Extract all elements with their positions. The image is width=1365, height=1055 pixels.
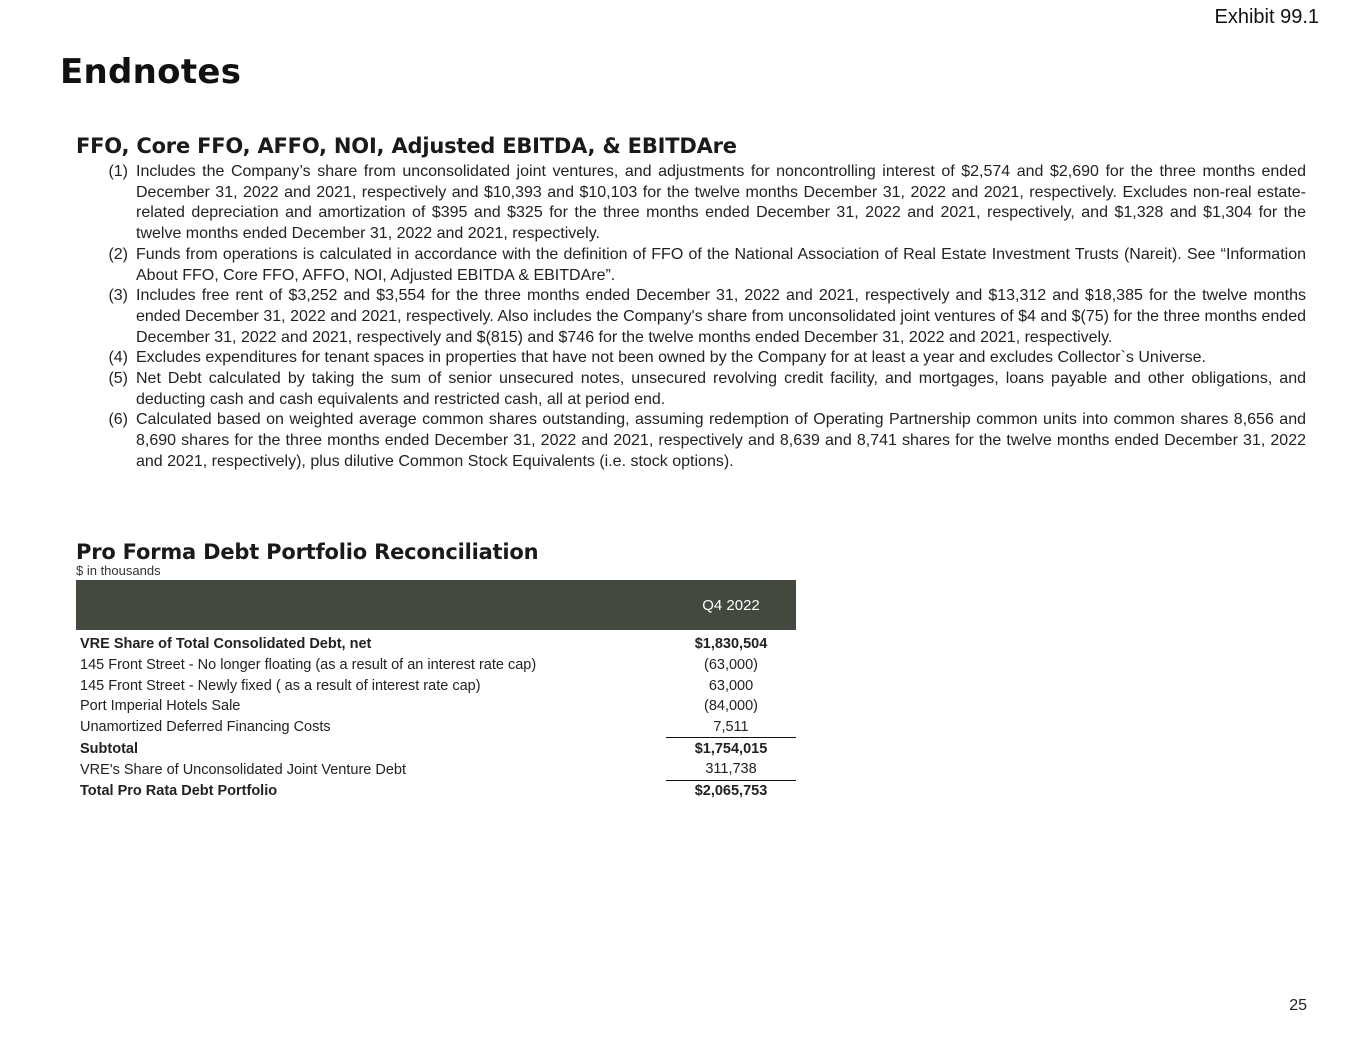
row-label: Unamortized Deferred Financing Costs: [80, 719, 331, 736]
endnote-item: [76, 369, 1306, 410]
page-number: 25: [1289, 997, 1307, 1014]
row-label: VRE's Share of Unconsolidated Joint Venture Debt: [80, 761, 406, 778]
endnote-number: (4): [108, 349, 128, 367]
table-row: [76, 675, 796, 696]
subtotal-row: [76, 738, 796, 759]
table-header-blank: [76, 580, 666, 630]
endnote-number: (1): [108, 163, 128, 180]
endnote-item: [76, 410, 1306, 472]
page-title: Endnotes: [60, 52, 242, 92]
endnote-item: [76, 245, 1306, 286]
row-label: VRE Share of Total Consolidated Debt, net: [80, 636, 372, 653]
debt-reconciliation-section: [76, 540, 796, 802]
endnote-number: (3): [108, 287, 128, 305]
row-label: 145 Front Street - No longer floating (as a result of an interest rate cap): [80, 657, 537, 674]
row-value: (84,000): [703, 698, 758, 715]
ffo-section-heading: FFO, Core FFO, AFFO, NOI, Adjusted EBITDA, & EBITDAre: [76, 134, 737, 158]
row-value: $1,830,504: [694, 636, 768, 653]
row-value: 63,000: [708, 677, 754, 694]
endnotes-list: [76, 162, 1306, 473]
endnote-number: (2): [108, 245, 128, 263]
endnote-text: Includes free rent of $3,252 and $3,554 for the three months ended December 31, 2022 and 2021, respectively and $13,312 and $18,385 for the twelve months ended December 31, 2022 and 2021, respectively. Also includes the Company's share from unconsolidated joint ventures of $4 and $(75) for the three months ended December 31, 2022 and 2021, respectively and $(815) and $746 for the twelve months ended December 31, 2022 and 2021, respectively.: [136, 287, 1306, 346]
row-label: Port Imperial Hotels Sale: [80, 698, 241, 715]
endnote-text: Net Debt calculated by taking the sum of senior unsecured notes, unsecured revolving credit facility, and mortgages, loans payable and other obligations, and deducting cash and cash equivalents and restricted cash, all at period end.: [136, 370, 1306, 408]
endnote-number: (5): [108, 370, 128, 388]
table-row: [76, 696, 796, 717]
debt-section-heading: Pro Forma Debt Portfolio Reconciliation: [76, 540, 539, 564]
table-row: [76, 717, 796, 738]
total-row: [76, 780, 796, 801]
row-label: Total Pro Rata Debt Portfolio: [80, 782, 278, 799]
endnote-item: [76, 162, 1306, 245]
row-value: (63,000): [703, 657, 758, 674]
table-row: [76, 630, 796, 655]
table-row: [76, 655, 796, 676]
row-label: 145 Front Street - Newly fixed ( as a result of interest rate cap): [80, 677, 481, 694]
endnote-number: (6): [108, 411, 128, 429]
endnote-text: Funds from operations is calculated in accordance with the definition of FFO of the National Association of Real Estate Investment Trusts (Nareit). See “Information About FFO, Core FFO, AFFO, NOI, Adjusted EBITDA & EBITDAre”.: [136, 245, 1306, 284]
column-header-q4-2022: Q4 2022: [666, 580, 796, 630]
row-label: Subtotal: [80, 740, 138, 757]
row-value: 7,511: [713, 719, 749, 736]
endnote-item: [76, 286, 1306, 348]
row-value: $1,754,015: [666, 738, 796, 759]
table-row: [76, 759, 796, 780]
endnote-text: Excludes expenditures for tenant spaces in properties that have not been owned by the Company for at least a year and excludes Collector`s Universe.: [136, 349, 1206, 367]
endnote-text: Includes the Company’s share from unconsolidated joint ventures, and adjustments for noncontrolling interest of $2,574 and $2,690 for the three months ended December 31, 2022 and 2021, respectively and $10,393 and $10,103 for the twelve months December 31, 2022 and 2021, respectively. Excludes non-real estate-related depreciation and amortization of $395 and $325 for the three months ended December 31, 2022 and 2021, respectively, and $1,328 and $1,304 for the twelve months ended December 31, 2022 and 2021, respectively.: [136, 163, 1306, 243]
debt-reconciliation-table: [76, 580, 796, 802]
units-note: $ in thousands: [76, 563, 161, 578]
row-value: $2,065,753: [666, 780, 796, 801]
row-value: 311,738: [705, 761, 757, 778]
endnote-item: [76, 348, 1306, 369]
endnote-text: Calculated based on weighted average common shares outstanding, assuming redemption of Operating Partnership common units into common shares 8,656 and 8,690 shares for the three months ended December 31, 2022 and 2021, respectively and 8,639 and 8,741 shares for the twelve months ended December 31, 2022 and 2021, respectively), plus dilutive Common Stock Equivalents (i.e. stock options).: [136, 411, 1306, 470]
exhibit-label: Exhibit 99.1: [1214, 6, 1319, 28]
ffo-endnotes-section: [76, 134, 1306, 473]
table-header-row: [76, 580, 796, 630]
